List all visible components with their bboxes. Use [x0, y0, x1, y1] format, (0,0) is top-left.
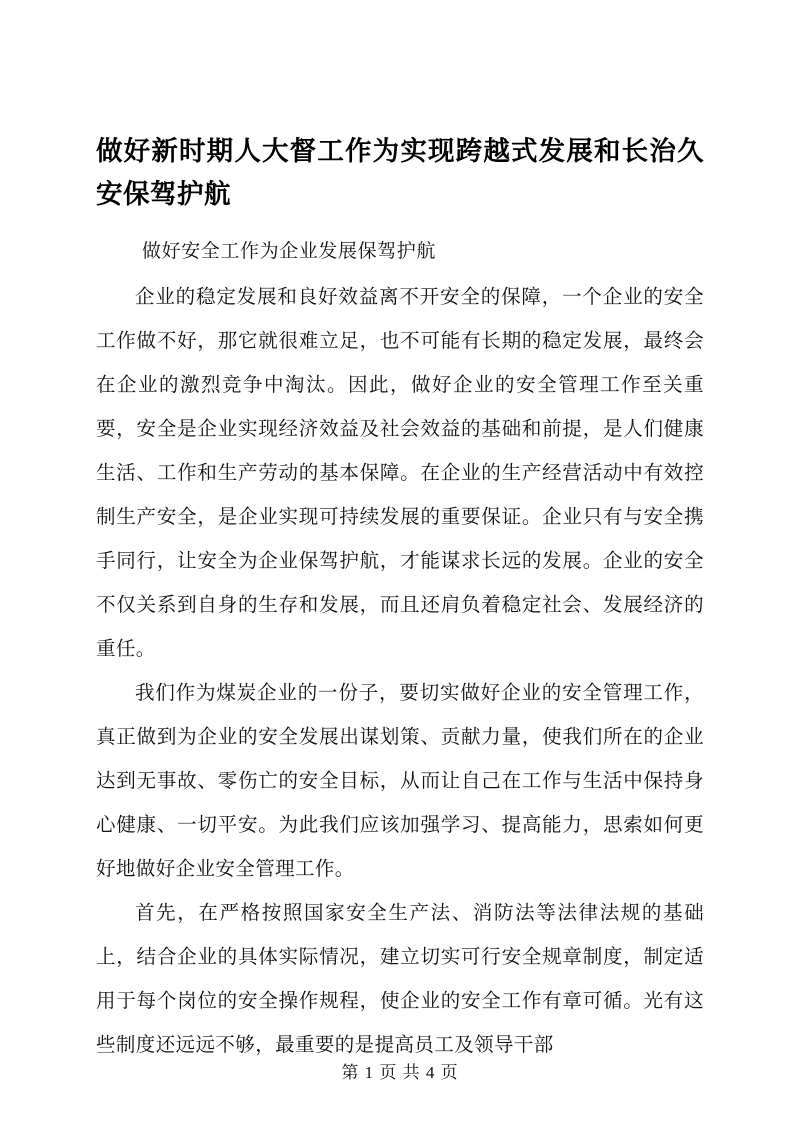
page-title: 做好新时期人大督工作为实现跨越式发展和长治久安保驾护航: [96, 136, 704, 209]
body-paragraph-3: 首先，在严格按照国家安全生产法、消防法等法律法规的基础上，结合企业的具体实际情况，建立切实可行安全规章制度，制定适用于每个岗位的安全操作规程，使企业的安全工作有章可循。光有这些制度还远远不够，最重要的是提高员工及领导干部: [96, 903, 704, 1056]
page-footer: 第 1 页 共 4 页: [341, 1063, 459, 1082]
body-paragraph-1: 企业的稳定发展和良好效益离不开安全的保障，一个企业的安全工作做不好，那它就很难立足，也不可能有长期的稳定发展，最终会在企业的激烈竞争中淘汰。因此，做好企业的安全管理工作至关重要，安全是企业实现经济效益及社会效益的基础和前提，是人们健康生活、工作和生产劳动的基本保障。在企业的生产经营活动中有效控制生产安全，是企业实现可持续发展的重要保证。企业只有与安全携手同行，让安全为企业保驾护航，才能谋求长远的发展。企业的安全不仅关系到自身的生存和发展，而且还肩负着稳定社会、发展经济的重任。: [96, 287, 704, 660]
body-paragraph-2: 我们作为煤炭企业的一份子，要切实做好企业的安全管理工作，真正做到为企业的安全发展出谋划策、贡献力量，使我们所在的企业达到无事故、零伤亡的安全目标，从而让自己在工作与生活中保持身心健康、一切平安。为此我们应该加强学习、提高能力，思索如何更好地做好企业安全管理工作。: [96, 683, 704, 880]
document-subtitle: 做好安全工作为企业发展保驾护航: [142, 241, 437, 262]
